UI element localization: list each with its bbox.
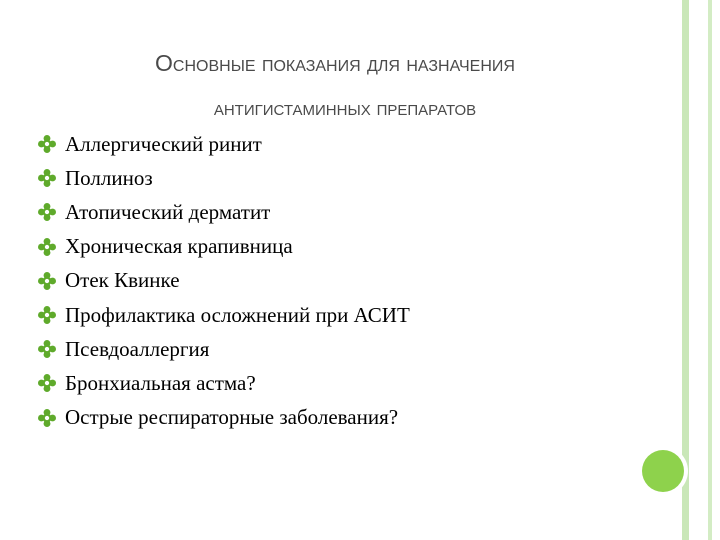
flower-bullet-icon [38,135,56,153]
list-item-text: Хроническая крапивница [65,234,293,259]
list-item [38,230,410,264]
list-item [38,161,410,195]
list-item [38,332,410,366]
list-item [38,298,410,332]
flower-bullet-icon [38,238,56,256]
decorative-right-line [708,0,712,540]
flower-bullet-icon [38,374,56,392]
list-item [38,127,410,161]
decorative-green-circle [642,450,684,492]
slide-title-line2: антигистаминных препаратов [213,97,477,120]
slide-title [0,40,660,132]
list-item-text: Отек Квинке [65,268,180,293]
list-item [38,401,410,435]
list-item [38,195,410,229]
list-item [38,366,410,400]
list-item-text: Поллиноз [65,165,153,190]
flower-bullet-icon [38,272,56,290]
flower-bullet-icon [38,203,56,221]
list-item-text: Острые респираторные заболевания? [65,405,399,430]
flower-bullet-icon [38,306,56,324]
slide-title-line1: Основные показания для назначения [155,50,515,76]
flower-bullet-icon [38,340,56,358]
list-item-text: Аллергический ринит [65,131,262,156]
list-item-text: Атопический дерматит [65,199,271,224]
list-item-text: Бронхиальная астма? [65,370,256,395]
indication-list [38,127,410,435]
list-item-text: Псевдоаллергия [65,336,210,361]
list-item [38,264,410,298]
flower-bullet-icon [38,169,56,187]
flower-bullet-icon [38,409,56,427]
list-item-text: Профилактика осложнений при АСИТ [65,302,410,327]
